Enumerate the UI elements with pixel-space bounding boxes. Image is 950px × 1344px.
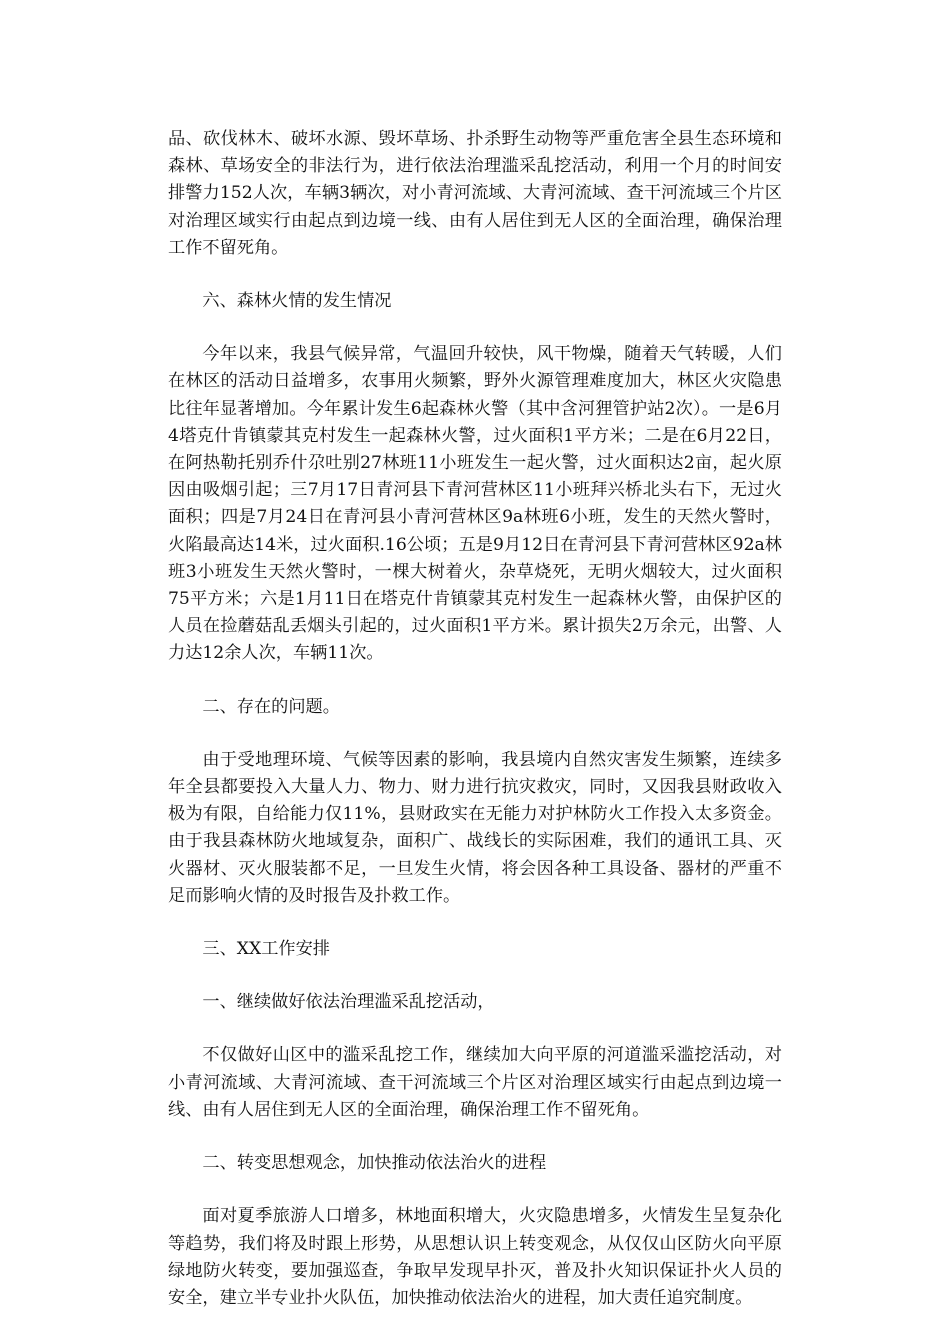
paragraph-governance: 不仅做好山区中的滥采乱挖工作，继续加大向平原的河道滥采滥挖活动，对小青河流域、大青河流域、查干河流域三个片区对治理区域实行由起点到边境一线、由有人居住到无人区的全面治理，确保治理工作不留死角。 — [168, 1045, 782, 1120]
subheading-change-mindset: 二、转变思想观念，加快推动依法治火的进程 — [202, 1153, 547, 1174]
document-body — [168, 126, 782, 1338]
section-heading-problems: 二、存在的问题。 — [202, 696, 340, 717]
paragraph-fire-situation: 今年以来，我县气候异常，气温回升较快，风干物燥，随着天气转暖，人们在林区的活动日益增多，农事用火频繁，野外火源管理难度加大，林区火灾隐患比往年显著增加。今年累计发生6起森林火警（其中含河狸管护站2次）。一是6月4塔克什肯镇蒙其克村发生一起森林火警，过火面积1平方米；二是在6月22日，在阿热勒托别乔什尕吐别27林班11小班发生一起火警，过火面积达2亩，起火原因由吸烟引起；三7月17日青河县下青河营林区11小班拜兴桥北头右下，无过火面积；四是7月24日在青河县小青河营林区9a林班6小班，发生的天然火警时，火陷最高达14米，过火面积.16公顷；五是9月12日在青河县下青河营林区92a林班3小班发生天然火警时，一棵大树着火，杂草烧死，无明火烟较大，过火面积75平方米；六是1月11日在塔克什肯镇蒙其克村发生一起森林火警，由保护区的人员在捡蘑菇乱丢烟头引起的，过火面积1平方米。累计损失2万余元，出警、人力达12余人次，车辆11次。 — [168, 344, 782, 664]
section-heading-forest-fire: 六、森林火情的发生情况 — [202, 291, 392, 312]
paragraph-continuation: 品、砍伐林木、破坏水源、毁坏草场、扑杀野生动物等严重危害全县生态环境和森林、草场安全的非法行为，进行依法治理滥采乱挖活动，利用一个月的时间安排警力152人次，车辆3辆次，对小青河流域、大青河流域、查干河流域三个片区对治理区域实行由起点到边境一线、由有人居住到无人区的全面治理，确保治理工作不留死角。 — [168, 129, 782, 258]
paragraph-problems: 由于受地理环境、气候等因素的影响，我县境内自然灾害发生频繁，连续多年全县都要投入大量人力、物力、财力进行抗灾救灾，同时，又因我县财政收入极为有限，自给能力仅11%，县财政实在无能力对护林防火工作投入太多资金。由于我县森林防火地域复杂，面积广、战线长的实际困难，我们的通讯工具、灭火器材、灭火服装都不足，一旦发生火情，将会因各种工具设备、器材的严重不足而影响火情的及时报告及扑救工作。 — [168, 749, 782, 906]
section-heading-work-plan: 三、XX工作安排 — [202, 939, 330, 960]
paragraph-change-mindset: 面对夏季旅游人口增多，林地面积增大，火灾隐患增多，火情发生呈复杂化等趋势，我们将及时跟上形势，从思想认识上转变观念，从仅仅山区防火向平原绿地防火转变，要加强巡查，争取早发现早扑灭，普及扑火知识保证扑火人员的安全，建立半专业扑火队伍，加快推动依法治火的进程，加大责任追究制度。 — [168, 1206, 782, 1308]
subheading-continue-governance: 一、继续做好依法治理滥采乱挖活动， — [202, 992, 495, 1013]
